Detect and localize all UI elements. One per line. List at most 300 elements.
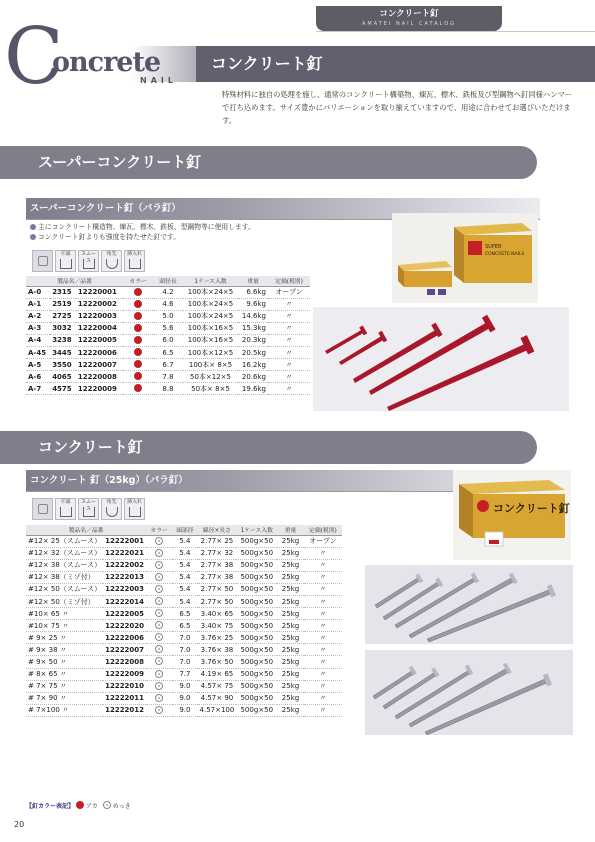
product-name: A-2 — [26, 310, 50, 322]
color-cell — [123, 359, 153, 371]
weight: 9.6kg — [238, 298, 268, 310]
dimensions: 4.57× 90 — [198, 692, 237, 704]
product-no: 2725 — [50, 310, 76, 322]
bulk-pack-icon: 挿入れ — [124, 498, 145, 520]
dimensions: 2.77× 32 — [198, 547, 237, 559]
col-header: カラー — [123, 276, 153, 286]
weight: 20.6kg — [238, 371, 268, 383]
square-point-icon: 角先 — [101, 498, 122, 520]
price: 〃 — [304, 644, 342, 656]
product-name: #12× 38（スムース） — [26, 559, 103, 571]
table-row — [26, 644, 342, 656]
product-name: A-1 — [26, 298, 50, 310]
product-name: A-3 — [26, 322, 50, 334]
head-size: 5.4 — [172, 583, 197, 595]
box-label: コンクリート釘 — [493, 502, 570, 515]
weight: 25kg — [277, 704, 304, 716]
red-color-icon — [134, 324, 142, 332]
bullet-icon — [30, 234, 36, 240]
table-row — [26, 334, 310, 346]
color-cell — [146, 583, 172, 595]
zinc-color-icon — [155, 670, 163, 678]
case-qty: 50本× 8×5 — [183, 383, 238, 395]
zinc-color-icon — [155, 657, 163, 665]
product-code: 12222006 — [103, 632, 146, 644]
color-cell — [146, 547, 172, 559]
table-row — [26, 346, 310, 358]
product-name: #10× 75 〃 — [26, 620, 103, 632]
col-header: 重量 — [277, 525, 304, 535]
price: 〃 — [268, 346, 310, 358]
red-color-icon — [134, 312, 142, 320]
table-row — [26, 383, 310, 395]
case-qty: 500g×50 — [236, 620, 277, 632]
bullet-list — [30, 222, 255, 242]
product-name: #12× 32（スムース） — [26, 547, 103, 559]
color-cell — [146, 595, 172, 607]
zinc-color-icon — [155, 573, 163, 581]
price: 〃 — [304, 571, 342, 583]
head-size: 5.4 — [172, 535, 197, 547]
price: 〃 — [268, 359, 310, 371]
head-size: 6.5 — [153, 346, 183, 358]
table-row — [26, 692, 342, 704]
product-code: 12220009 — [76, 383, 123, 395]
red-color-icon — [134, 300, 142, 308]
case-qty: 500g×50 — [236, 692, 277, 704]
product-no: 3445 — [50, 346, 76, 358]
red-color-icon — [134, 372, 142, 380]
red-color-icon — [134, 348, 142, 356]
col-header: 重量 — [238, 276, 268, 286]
smooth-shank-icon: スムース — [78, 498, 99, 520]
table-row — [26, 595, 342, 607]
logo-letter: C — [4, 12, 64, 102]
table-row — [26, 298, 310, 310]
case-qty: 500g×50 — [236, 547, 277, 559]
product-code: 12222011 — [103, 692, 146, 704]
head-size: 4.2 — [153, 286, 183, 298]
divider — [316, 31, 595, 32]
dimensions: 2.77× 25 — [198, 535, 237, 547]
case-qty: 500g×50 — [236, 704, 277, 716]
product-no: 4575 — [50, 383, 76, 395]
head-size: 8.8 — [153, 383, 183, 395]
price: 〃 — [304, 668, 342, 680]
smooth-shank-icon: スムース — [78, 250, 99, 272]
red-color-icon — [134, 288, 142, 296]
weight: 20.5kg — [238, 346, 268, 358]
bulk-pack-icon: 挿入れ — [124, 250, 145, 272]
catalog-tab — [316, 6, 502, 31]
bullet-icon — [30, 224, 36, 230]
price: 〃 — [268, 371, 310, 383]
product-name: #10× 65 〃 — [26, 608, 103, 620]
dimensions: 4.57× 75 — [198, 680, 237, 692]
product-name: A-45 — [26, 346, 50, 358]
color-cell — [123, 383, 153, 395]
head-size: 5.4 — [172, 547, 197, 559]
product-code: 12222005 — [103, 608, 146, 620]
legend-label: 【釘カラー表記】 — [26, 803, 75, 810]
weight: 14.6kg — [238, 310, 268, 322]
product-no: 4065 — [50, 371, 76, 383]
zinc-color-icon — [155, 706, 163, 714]
product-name: #12× 38（ミゾ付） — [26, 571, 103, 583]
product-photo-red-nails — [313, 307, 569, 411]
price: 〃 — [304, 692, 342, 704]
case-qty: 500g×50 — [236, 535, 277, 547]
section-title: スーパーコンクリート釘 — [38, 153, 202, 171]
product-code: 12222007 — [103, 644, 146, 656]
dimensions: 2.77× 50 — [198, 583, 237, 595]
color-cell — [146, 608, 172, 620]
color-cell — [146, 620, 172, 632]
section-banner-concrete — [0, 431, 537, 464]
red-color-icon — [76, 801, 84, 809]
color-cell — [123, 371, 153, 383]
case-qty: 50本×12×5 — [183, 371, 238, 383]
price: 〃 — [304, 595, 342, 607]
color-cell — [146, 559, 172, 571]
head-size: 9.0 — [172, 692, 197, 704]
weight: 25kg — [277, 608, 304, 620]
product-name: A-5 — [26, 359, 50, 371]
head-size: 7.0 — [172, 656, 197, 668]
red-color-icon — [134, 336, 142, 344]
weight: 20.3kg — [238, 334, 268, 346]
case-qty: 500g×50 — [236, 571, 277, 583]
table-row — [26, 656, 342, 668]
price: 〃 — [304, 608, 342, 620]
color-cell — [123, 322, 153, 334]
section-title: コンクリート釘 — [38, 438, 143, 456]
product-code: 12222008 — [103, 656, 146, 668]
zinc-color-icon — [155, 645, 163, 653]
weight: 25kg — [277, 620, 304, 632]
head-size: 5.4 — [172, 571, 197, 583]
zinc-color-icon — [155, 597, 163, 605]
col-header: 頭部径 — [172, 525, 197, 535]
case-qty: 100本×12×5 — [183, 346, 238, 358]
col-header: 1ケース入数 — [183, 276, 238, 286]
case-qty: 500g×50 — [236, 656, 277, 668]
case-qty: 500g×50 — [236, 559, 277, 571]
weight: 25kg — [277, 668, 304, 680]
feature-icons — [32, 498, 145, 520]
price: 〃 — [304, 704, 342, 716]
dimensions: 3.40× 75 — [198, 620, 237, 632]
dimensions: 3.76× 50 — [198, 656, 237, 668]
case-qty: 100本×24×5 — [183, 298, 238, 310]
col-header: 1ケース入数 — [236, 525, 277, 535]
table-row — [26, 310, 310, 322]
zinc-color-icon — [155, 633, 163, 641]
weight: 19.6kg — [238, 383, 268, 395]
case-qty: 100本×24×5 — [183, 310, 238, 322]
table-row — [26, 608, 342, 620]
case-qty: 100本×16×5 — [183, 322, 238, 334]
product-code: 12220006 — [76, 346, 123, 358]
dimensions: 4.57×100 — [198, 704, 237, 716]
product-code: 12220008 — [76, 371, 123, 383]
color-cell — [146, 668, 172, 680]
weight: 25kg — [277, 571, 304, 583]
weight: 25kg — [277, 547, 304, 559]
head-size: 6.5 — [172, 620, 197, 632]
weight: 25kg — [277, 535, 304, 547]
weight: 25kg — [277, 692, 304, 704]
bullet-item: コンクリート釘よりも強度を持たせた釘です。 — [30, 232, 255, 242]
head-size: 7.8 — [153, 371, 183, 383]
product-no: 2519 — [50, 298, 76, 310]
color-cell — [146, 571, 172, 583]
color-legend — [26, 801, 131, 812]
price: 〃 — [304, 583, 342, 595]
bullet-item: 主にコンクリート構造物、煉瓦、標木、鉄板、型鋼物等に使用します。 — [30, 222, 255, 232]
head-size: 5.4 — [172, 595, 197, 607]
table-row — [26, 547, 342, 559]
table-row — [26, 583, 342, 595]
color-cell — [123, 346, 153, 358]
zinc-color-icon — [103, 801, 111, 809]
product-name: # 9× 50 〃 — [26, 656, 103, 668]
red-color-icon — [134, 360, 142, 368]
weight: 25kg — [277, 559, 304, 571]
product-code: 12222003 — [103, 583, 146, 595]
case-qty: 500g×50 — [236, 583, 277, 595]
section-banner-super — [0, 146, 537, 179]
price: 〃 — [304, 632, 342, 644]
weight: 25kg — [277, 583, 304, 595]
color-cell — [146, 692, 172, 704]
product-name: A-0 — [26, 286, 50, 298]
zinc-color-icon — [155, 585, 163, 593]
product-name: A-4 — [26, 334, 50, 346]
flat-head-icon: 平頭 — [55, 498, 76, 520]
product-name: A-7 — [26, 383, 50, 395]
color-cell — [123, 334, 153, 346]
head-size: 7.7 — [172, 668, 197, 680]
price: 〃 — [268, 298, 310, 310]
zinc-color-icon — [155, 609, 163, 617]
price: 〃 — [304, 559, 342, 571]
table-row — [26, 680, 342, 692]
col-header: 定価(税別) — [304, 525, 342, 535]
weight: 25kg — [277, 595, 304, 607]
product-name: # 7× 75 〃 — [26, 680, 103, 692]
product-name: # 9× 25 〃 — [26, 632, 103, 644]
legend-red: アカ — [85, 803, 98, 810]
head-size: 5.6 — [153, 322, 183, 334]
product-name: #12× 50（スムース） — [26, 583, 103, 595]
head-size: 5.0 — [153, 310, 183, 322]
weight: 16.2kg — [238, 359, 268, 371]
product-no: 3238 — [50, 334, 76, 346]
col-header: 製品名／品番 — [26, 276, 123, 286]
product-name: #12× 50（ミゾ付） — [26, 595, 103, 607]
box-label: CONCRETE NAILS — [485, 252, 525, 257]
color-cell — [146, 644, 172, 656]
page-title: コンクリート釘 — [211, 54, 323, 73]
flat-head-icon: 平頭 — [55, 250, 76, 272]
price: 〃 — [268, 334, 310, 346]
table-row — [26, 322, 310, 334]
head-size: 6.7 — [153, 359, 183, 371]
dimensions: 2.77× 38 — [198, 571, 237, 583]
col-header: カラー — [146, 525, 172, 535]
product-no: 2315 — [50, 286, 76, 298]
table-row — [26, 359, 310, 371]
table-row — [26, 704, 342, 716]
case-qty: 500g×50 — [236, 644, 277, 656]
dimensions: 4.19× 65 — [198, 668, 237, 680]
subhead-title: スーパーコンクリート釘（バラ釘） — [30, 203, 181, 214]
head-size: 4.6 — [153, 298, 183, 310]
product-photo-silver-nails — [365, 650, 573, 735]
red-color-icon — [134, 384, 142, 392]
price: 〃 — [268, 322, 310, 334]
color-cell — [123, 286, 153, 298]
weight: 25kg — [277, 644, 304, 656]
product-name: # 7×100 〃 — [26, 704, 103, 716]
spec-table-super — [26, 276, 310, 395]
dimensions: 3.76× 38 — [198, 644, 237, 656]
color-cell — [146, 656, 172, 668]
head-size: 7.0 — [172, 644, 197, 656]
price: 〃 — [304, 680, 342, 692]
col-header: 頭径長 — [153, 276, 183, 286]
case-qty: 100本× 8×5 — [183, 359, 238, 371]
weight: 25kg — [277, 632, 304, 644]
dimensions: 3.40× 65 — [198, 608, 237, 620]
product-box-photo — [392, 213, 538, 303]
zinc-color-icon — [155, 561, 163, 569]
color-cell — [123, 298, 153, 310]
product-code: 12220001 — [76, 286, 123, 298]
head-size: 5.4 — [172, 559, 197, 571]
price: 〃 — [304, 547, 342, 559]
product-no: 3550 — [50, 359, 76, 371]
product-name: A-6 — [26, 371, 50, 383]
zinc-color-icon — [155, 694, 163, 702]
product-code: 12222013 — [103, 571, 146, 583]
price: 〃 — [304, 656, 342, 668]
table-row — [26, 535, 342, 547]
head-size: 6.5 — [172, 608, 197, 620]
table-row — [26, 371, 310, 383]
table-row — [26, 668, 342, 680]
price: 〃 — [304, 620, 342, 632]
spec-table-concrete — [26, 525, 342, 717]
subhead-title: コンクリート 釘（25kg）（バラ釘） — [30, 475, 188, 486]
case-qty: 500g×50 — [236, 668, 277, 680]
col-header: 定価(税別) — [268, 276, 310, 286]
zinc-color-icon — [155, 549, 163, 557]
color-cell — [146, 632, 172, 644]
weight: 25kg — [277, 680, 304, 692]
dimensions: 3.76× 25 — [198, 632, 237, 644]
product-code: 12222001 — [103, 535, 146, 547]
page-number: 20 — [14, 820, 25, 829]
product-name: # 9× 38 〃 — [26, 644, 103, 656]
zinc-finish-icon — [32, 250, 53, 272]
product-code: 12222012 — [103, 704, 146, 716]
color-cell — [146, 680, 172, 692]
case-qty: 100本×16×5 — [183, 334, 238, 346]
product-box-photo — [453, 470, 571, 560]
product-code: 12220002 — [76, 298, 123, 310]
product-code: 12220007 — [76, 359, 123, 371]
product-code: 12220005 — [76, 334, 123, 346]
product-name: # 7× 90 〃 — [26, 692, 103, 704]
box-label: SUPER — [485, 244, 502, 250]
head-size: 9.0 — [172, 704, 197, 716]
zinc-finish-icon — [32, 498, 53, 520]
case-qty: 100本×24×5 — [183, 286, 238, 298]
col-header: 線径×長さ — [198, 525, 237, 535]
col-header: 製品名／品番 — [26, 525, 146, 535]
case-qty: 500g×50 — [236, 632, 277, 644]
table-row — [26, 286, 310, 298]
product-code: 12222002 — [103, 559, 146, 571]
price: オープン — [268, 286, 310, 298]
intro-text: 特殊材料に独自の処理を施し、通常のコンクリート構築物、煉瓦、標木、鉄板及び型鋼物へ釘同様ハンマーで打ち込めます。サイズ豊かにバリエーションを取り揃えていますので、用途に合わせてお選びいただけます。 — [222, 90, 573, 125]
product-code: 12222014 — [103, 595, 146, 607]
color-cell — [146, 704, 172, 716]
weight: 15.3kg — [238, 322, 268, 334]
logo-sub: NAIL — [140, 76, 177, 85]
table-row — [26, 620, 342, 632]
catalog-title: コンクリート釘 — [379, 9, 439, 19]
product-code: 12222021 — [103, 547, 146, 559]
weight: 25kg — [277, 656, 304, 668]
price: 〃 — [268, 310, 310, 322]
table-row — [26, 571, 342, 583]
product-photo-silver-nails — [365, 565, 573, 644]
zinc-color-icon — [155, 621, 163, 629]
table-row — [26, 559, 342, 571]
case-qty: 500g×50 — [236, 680, 277, 692]
price: 〃 — [268, 383, 310, 395]
legend-zinc: めっき — [112, 803, 131, 810]
weight: 6.6kg — [238, 286, 268, 298]
color-cell — [123, 310, 153, 322]
square-point-icon: 角先 — [101, 250, 122, 272]
product-name: #12× 25（スムース） — [26, 535, 103, 547]
zinc-color-icon — [155, 537, 163, 545]
dimensions: 2.77× 50 — [198, 595, 237, 607]
head-size: 9.0 — [172, 680, 197, 692]
head-size: 6.0 — [153, 334, 183, 346]
product-no: 3032 — [50, 322, 76, 334]
head-size: 7.0 — [172, 632, 197, 644]
feature-icons — [32, 250, 145, 272]
logo-word: oncrete — [52, 47, 161, 78]
case-qty: 500g×50 — [236, 595, 277, 607]
product-code: 12220004 — [76, 322, 123, 334]
color-cell — [146, 535, 172, 547]
table-row — [26, 632, 342, 644]
product-name: # 8× 65 〃 — [26, 668, 103, 680]
price: オープン — [304, 535, 342, 547]
zinc-color-icon — [155, 682, 163, 690]
catalog-subtitle: AMATEI NAIL CATALOG — [361, 21, 457, 27]
product-code: 12222010 — [103, 680, 146, 692]
product-code: 12220003 — [76, 310, 123, 322]
case-qty: 500g×50 — [236, 608, 277, 620]
product-code: 12222020 — [103, 620, 146, 632]
